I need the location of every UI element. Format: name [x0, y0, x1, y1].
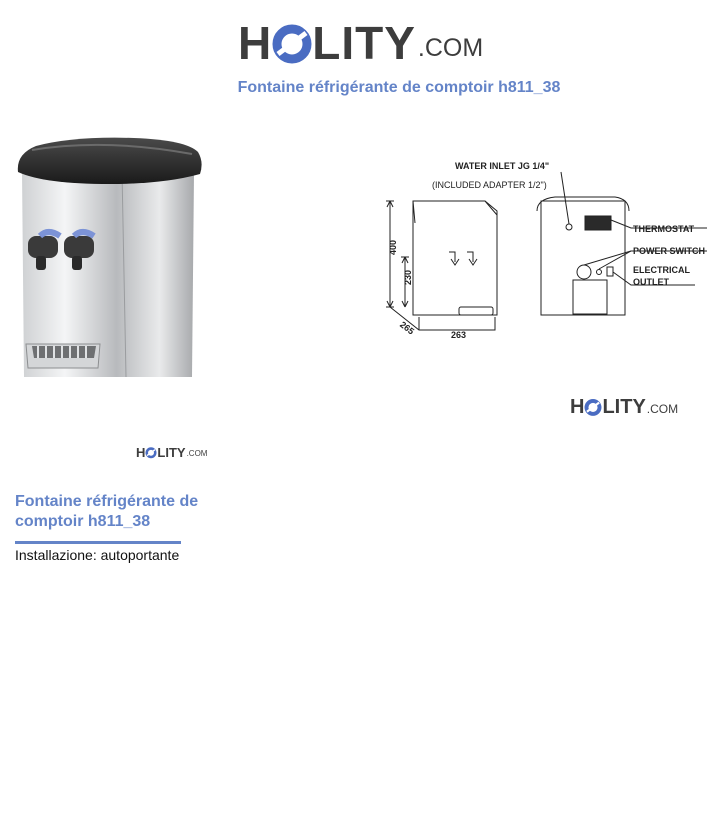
logo-word: LITY — [157, 445, 186, 460]
logo-letter-h: H — [238, 17, 273, 69]
technical-drawing — [375, 155, 710, 350]
outlet-label: OUTLET — [633, 277, 669, 287]
page-title: Fontaine réfrigérante de comptoir h811_38 — [237, 79, 561, 96]
dim-depth-label: 265 — [398, 319, 417, 337]
dim-height-label: 400 — [388, 239, 398, 255]
logo-suffix: .COM — [417, 34, 484, 62]
water-inlet-label: WATER INLET JG 1/4" — [455, 161, 550, 171]
holity-logo[interactable] — [238, 14, 484, 69]
logo-ring-icon — [272, 20, 312, 66]
holity-logo-small-diagram — [570, 393, 678, 417]
logo-ring-icon — [145, 446, 157, 459]
drip-tray — [26, 344, 100, 368]
thermostat-label: THERMOSTAT — [633, 224, 695, 234]
adapter-label: (INCLUDED ADAPTER 1/2") — [432, 180, 547, 190]
logo-suffix: .COM — [646, 402, 679, 416]
electrical-label: ELECTRICAL — [633, 265, 690, 275]
installation-spec: Installazione: autoportante — [15, 547, 180, 563]
dim-width-label: 263 — [451, 330, 467, 340]
power-switch-label: POWER SWITCH — [633, 246, 705, 256]
logo-suffix: .COM — [186, 449, 208, 458]
product-title: Fontaine réfrigérante de comptoir h811_38 — [15, 493, 199, 530]
title-divider — [15, 541, 181, 544]
holity-logo-small-photo — [136, 443, 207, 459]
product-photo — [14, 132, 209, 384]
logo-ring-icon — [584, 397, 602, 417]
dim-tap-height-label: 230 — [403, 269, 413, 285]
logo-word: LITY — [312, 17, 416, 69]
logo-word: LITY — [602, 396, 646, 418]
logo-letter-h: H — [570, 396, 585, 418]
logo-letter-h: H — [136, 445, 146, 460]
